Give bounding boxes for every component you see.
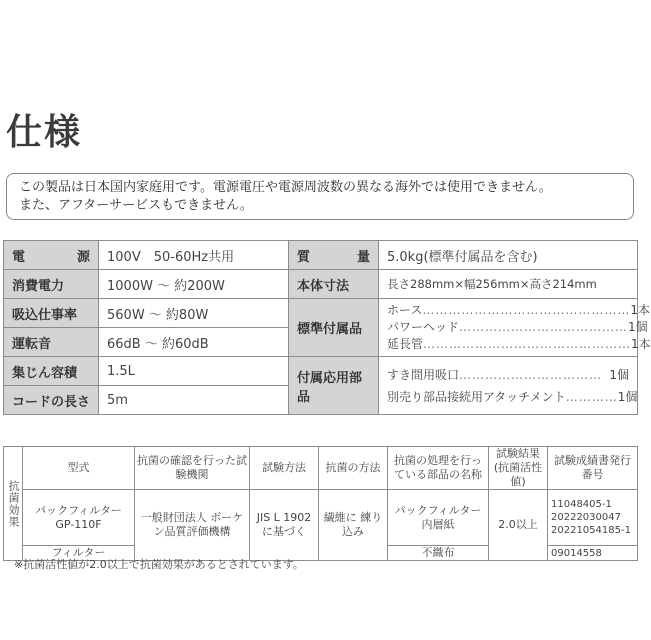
- list-item: ホース ………………………………………… 1本: [387, 303, 651, 317]
- footnote: ※抗菌活性値が2.0以上で抗菌効果があるとされています。: [14, 558, 304, 571]
- label-cord-length: コードの長さ: [4, 386, 99, 415]
- cell-parts-2: 不織布: [388, 546, 489, 561]
- label-suction: 吸込仕事率: [4, 299, 99, 328]
- header-cert: 試験成績書発行番号: [548, 447, 638, 490]
- list-item: すき間用吸口 …………………………… 1個: [387, 367, 629, 382]
- value-optional-accessories: [379, 357, 638, 415]
- value-suction: 560W ～ 約80W: [99, 299, 289, 328]
- header-parts: 抗菌の処理を行っている部品の名称: [388, 447, 489, 490]
- cell-type-2: フィルター: [23, 546, 135, 561]
- list-item: 延長管 ………………………………………… 1本: [387, 337, 651, 351]
- value-consumption: 1000W ～ 約200W: [99, 270, 289, 299]
- header-result: 試験結果(抗菌活性値): [489, 447, 548, 490]
- label-consumption: 消費電力: [4, 270, 99, 299]
- label-noise: 運転音: [4, 328, 99, 357]
- label-dimensions: 本体寸法: [289, 270, 379, 299]
- value-mass: 5.0kg(標準付属品を含む): [379, 241, 638, 270]
- label-dust-capacity: 集じん容積: [4, 357, 99, 386]
- value-standard-accessories: [379, 299, 651, 357]
- label-mass: 質 量: [289, 241, 379, 270]
- label-optional-accessories: 付属応用部品: [289, 357, 379, 415]
- value-noise: 66dB ～ 約60dB: [99, 328, 289, 357]
- page-title: 仕様: [6, 112, 83, 153]
- label-standard-accessories: 標準付属品: [289, 299, 379, 357]
- header-treatment: 抗菌の方法: [319, 447, 388, 490]
- notice-line-1: この製品は日本国内家庭用です。電源電圧や電源周波数の異なる海外では使用できません。: [19, 180, 552, 195]
- notice-box: [6, 173, 634, 220]
- antibacterial-side-label: 抗菌効果: [4, 447, 23, 561]
- cell-result: 2.0以上: [489, 490, 548, 561]
- value-dust-capacity: 1.5L: [99, 357, 289, 386]
- cell-institute: 一般財団法人 ボーケン品質評価機構: [135, 490, 250, 561]
- list-item: 別売り部品接続用アタッチメント ………… 1個: [387, 389, 638, 404]
- cell-treatment: 繊維に 練り込み: [319, 490, 388, 561]
- value-dimensions: 長さ288mm×幅256mm×高さ214mm: [379, 270, 638, 299]
- antibacterial-table: [3, 446, 638, 561]
- header-method: 試験方法: [250, 447, 319, 490]
- notice-line-2: また、アフターサービスもできません。: [19, 198, 253, 213]
- cell-cert-2: 09014558: [548, 546, 638, 561]
- list-item: パワーヘッド ………………………………… 1個: [387, 320, 648, 334]
- cell-method: JIS L 1902 に基づく: [250, 490, 319, 561]
- value-power: 100V 50-60Hz共用: [99, 241, 289, 270]
- cell-parts-1: パックフィルター 内層紙: [388, 490, 489, 546]
- cell-cert-1: 11048405-1 20222030047 20221054185-1: [548, 490, 638, 546]
- header-type: 型式: [23, 447, 135, 490]
- header-institute: 抗菌の確認を行った試験機関: [135, 447, 250, 490]
- value-cord-length: 5m: [99, 386, 289, 415]
- spec-table: [3, 240, 651, 415]
- label-power: 電 源: [4, 241, 99, 270]
- cell-type-1: パックフィルター GP-110F: [23, 490, 135, 546]
